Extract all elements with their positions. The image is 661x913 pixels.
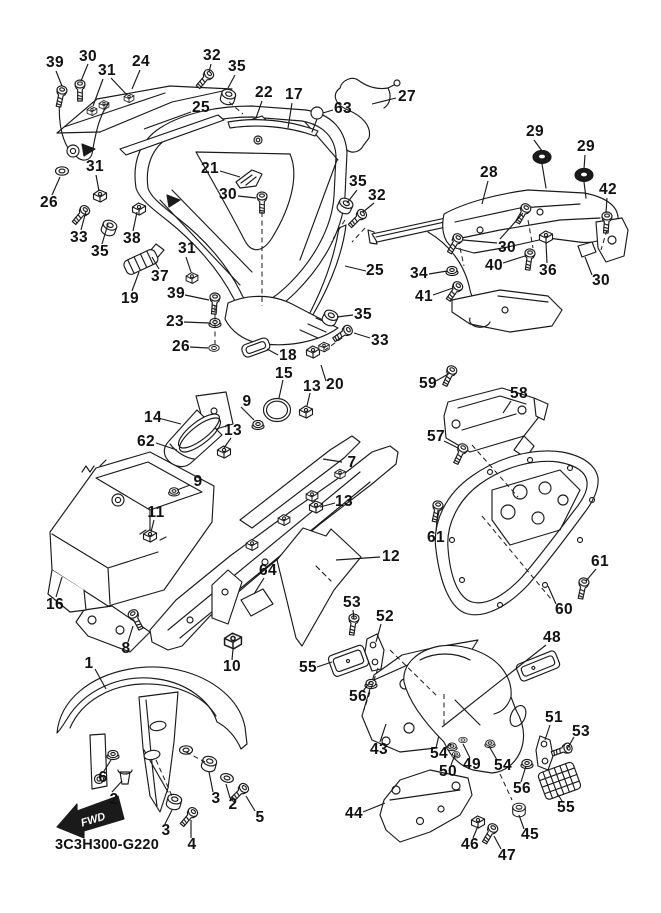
leader-line	[376, 624, 381, 642]
leader-line	[323, 110, 333, 113]
leader-line	[534, 140, 542, 151]
part-label-35: 35	[348, 173, 368, 190]
leader-line	[482, 181, 488, 204]
assembly-dash-line	[156, 760, 172, 796]
leader-line	[317, 662, 332, 667]
part-label-18: 18	[278, 347, 298, 364]
leader-line	[186, 257, 191, 272]
part-label-16: 16	[45, 596, 65, 613]
part-label-51: 51	[544, 709, 564, 726]
leader-line	[52, 177, 60, 195]
leader-line	[132, 70, 140, 89]
part-label-31: 31	[97, 62, 117, 79]
part-label-14: 14	[143, 409, 163, 426]
part-label-55: 55	[298, 659, 318, 676]
leader-line	[444, 441, 458, 448]
part-label-49: 49	[462, 756, 482, 773]
leader-line	[503, 256, 525, 263]
part-label-25: 25	[191, 99, 211, 116]
leader-line	[246, 796, 255, 811]
leader-line	[156, 443, 177, 450]
leader-line	[336, 557, 380, 560]
part-label-29: 29	[525, 123, 545, 140]
leader-line	[56, 577, 62, 597]
leader-line	[345, 266, 366, 271]
assembly-dash-line	[472, 445, 518, 497]
part-label-23: 23	[165, 313, 185, 330]
part-label-2: 2	[228, 796, 238, 813]
part-label-41: 41	[414, 288, 434, 305]
leader-line	[380, 724, 386, 742]
part-label-45: 45	[520, 826, 540, 843]
part-label-13: 13	[302, 378, 322, 395]
part-label-5: 5	[255, 809, 265, 826]
part-label-4: 4	[187, 836, 197, 853]
part-label-17: 17	[284, 86, 304, 103]
part-label-35: 35	[227, 58, 247, 75]
leader-line	[372, 98, 396, 104]
leader-line	[190, 347, 208, 348]
diagram-code: 3C3H300-G220	[55, 837, 159, 853]
leader-line	[337, 315, 353, 317]
part-label-7: 7	[347, 454, 357, 471]
leader-line	[436, 373, 450, 381]
leader-line	[256, 101, 262, 118]
part-label-24: 24	[131, 53, 151, 70]
part-label-57: 57	[426, 428, 446, 445]
part-label-52: 52	[375, 608, 395, 625]
leader-line	[102, 224, 108, 244]
part-label-56: 56	[348, 688, 368, 705]
part-label-29: 29	[576, 138, 596, 155]
part-label-20: 20	[325, 376, 345, 393]
part-label-30: 30	[497, 239, 517, 256]
leader-line	[584, 155, 585, 169]
part-label-54: 54	[429, 745, 449, 762]
part-label-55: 55	[556, 799, 576, 816]
part-label-59: 59	[418, 375, 438, 392]
leader-line	[320, 503, 335, 507]
part-label-30: 30	[78, 48, 98, 65]
part-label-61: 61	[426, 529, 446, 546]
part-label-61: 61	[590, 553, 610, 570]
part-label-11: 11	[147, 504, 165, 521]
part-label-26: 26	[39, 194, 59, 211]
part-label-25: 25	[365, 262, 385, 279]
leader-line	[81, 64, 88, 81]
part-label-31: 31	[85, 158, 105, 175]
part-label-13: 13	[334, 493, 354, 510]
part-label-30: 30	[218, 186, 238, 203]
leader-line	[500, 213, 523, 239]
part-label-40: 40	[484, 257, 504, 274]
leader-line	[209, 772, 213, 792]
part-label-33: 33	[370, 332, 390, 349]
leader-line	[96, 175, 99, 191]
part-label-8: 8	[121, 640, 131, 657]
leader-line	[463, 240, 497, 243]
leader-line	[585, 257, 592, 275]
leader-line	[95, 669, 106, 689]
leader-line	[132, 272, 139, 291]
leader-line	[228, 75, 235, 88]
leader-line	[56, 71, 62, 86]
leader-line	[354, 333, 370, 338]
assembly-dash-line	[601, 230, 607, 250]
part-label-34: 34	[409, 265, 429, 282]
assembly-dash-line	[528, 220, 533, 248]
assembly-dash-line	[331, 220, 345, 242]
leader-line	[81, 211, 86, 230]
leader-line	[288, 103, 292, 128]
part-label-50: 50	[438, 763, 458, 780]
leader-line	[177, 485, 190, 490]
part-label-63: 63	[333, 100, 353, 117]
assembly-dash-line	[229, 102, 243, 114]
part-label-1: 1	[84, 655, 94, 672]
part-label-2: 2	[109, 791, 119, 808]
part-label-39: 39	[45, 54, 65, 71]
part-label-33: 33	[69, 229, 89, 246]
leader-line	[111, 78, 127, 95]
part-label-32: 32	[202, 47, 222, 64]
part-label-35: 35	[90, 243, 110, 260]
part-label-26: 26	[171, 338, 191, 355]
assembly-dash-line	[390, 650, 437, 696]
part-label-10: 10	[222, 658, 242, 675]
leader-line	[162, 419, 181, 424]
leader-line	[93, 79, 103, 106]
part-label-46: 46	[460, 836, 480, 853]
part-label-19: 19	[120, 290, 140, 307]
assembly-dash-line	[352, 228, 365, 242]
part-label-56: 56	[512, 780, 532, 797]
part-label-3: 3	[161, 822, 171, 839]
part-label-60: 60	[554, 601, 574, 618]
part-label-9: 9	[242, 393, 252, 410]
leader-line	[545, 725, 550, 740]
part-label-53: 53	[342, 594, 362, 611]
leader-line	[429, 271, 447, 274]
leader-line	[433, 288, 453, 295]
part-label-22: 22	[254, 84, 274, 101]
part-label-54: 54	[493, 757, 513, 774]
part-label-43: 43	[369, 741, 389, 758]
part-label-42: 42	[598, 181, 618, 198]
part-label-39: 39	[166, 285, 186, 302]
leader-line	[238, 196, 256, 198]
leader-line	[606, 198, 607, 212]
part-label-58: 58	[509, 385, 529, 402]
assembly-dash-line	[186, 752, 205, 762]
part-label-53: 53	[571, 723, 591, 740]
assembly-dash-line	[325, 338, 342, 350]
part-label-13: 13	[223, 422, 243, 439]
part-label-21: 21	[200, 160, 220, 177]
leader-line	[209, 64, 211, 72]
part-label-38: 38	[122, 230, 142, 247]
part-label-47: 47	[497, 847, 517, 864]
leader-line	[144, 112, 191, 129]
part-label-27: 27	[397, 88, 417, 105]
fwd-label: FWD	[79, 810, 107, 830]
leader-line	[347, 190, 357, 203]
part-label-37: 37	[150, 268, 170, 285]
leader-line	[184, 322, 209, 323]
part-label-36: 36	[538, 262, 558, 279]
leader-line	[254, 578, 264, 594]
part-label-30: 30	[591, 272, 611, 289]
part-label-44: 44	[344, 805, 364, 822]
part-label-15: 15	[274, 365, 294, 382]
leader-line	[436, 510, 438, 531]
part-label-64: 64	[258, 562, 278, 579]
leader-line	[323, 459, 342, 462]
part-label-31: 31	[177, 240, 197, 257]
part-label-9: 9	[193, 473, 203, 490]
part-label-3: 3	[211, 790, 221, 807]
part-label-48: 48	[542, 629, 562, 646]
part-label-6: 6	[98, 769, 108, 786]
leader-line	[546, 243, 547, 263]
leader-line	[220, 171, 240, 177]
assembly-dash-line	[482, 516, 551, 599]
leader-line	[267, 349, 278, 355]
leader-line	[185, 295, 209, 300]
assembly-dash-line	[460, 248, 464, 266]
part-label-32: 32	[367, 187, 387, 204]
part-label-28: 28	[479, 164, 499, 181]
leader-line	[363, 803, 385, 812]
leader-line	[133, 212, 137, 231]
assembly-dash-line	[500, 774, 512, 800]
leader-line	[442, 645, 546, 727]
part-label-35: 35	[353, 306, 373, 323]
part-label-62: 62	[136, 433, 156, 450]
part-label-12: 12	[381, 548, 401, 565]
